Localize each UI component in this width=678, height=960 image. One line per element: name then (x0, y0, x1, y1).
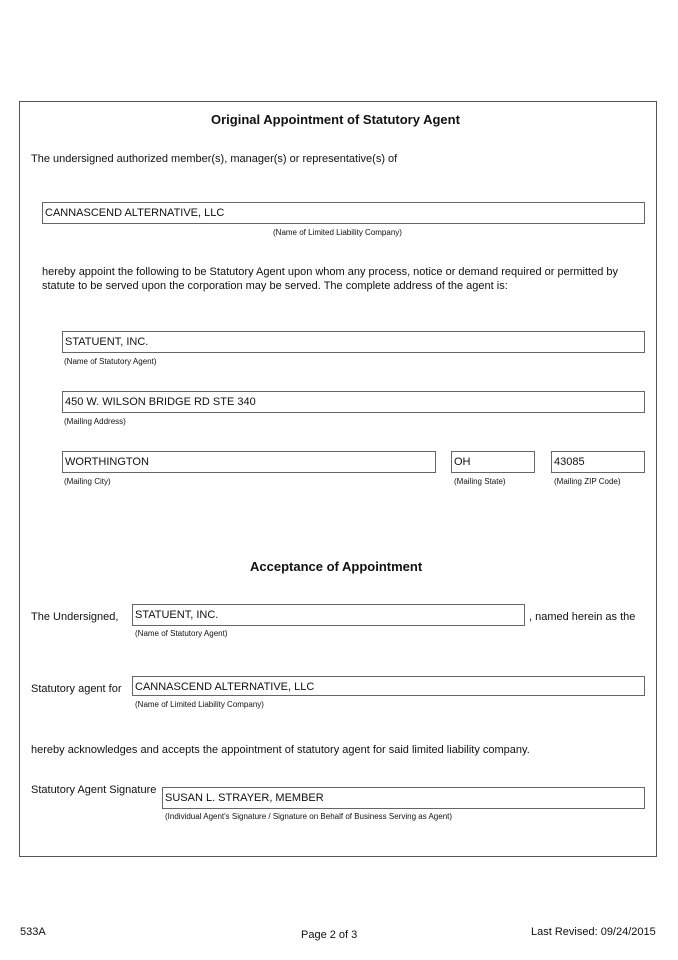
llc-name-field[interactable]: CANNASCEND ALTERNATIVE, LLC (42, 202, 645, 224)
acceptance-title: Acceptance of Appointment (250, 559, 423, 574)
acceptance-agent-name-caption: (Name of Statutory Agent) (135, 629, 228, 638)
acceptance-llc-name-field[interactable]: CANNASCEND ALTERNATIVE, LLC (132, 676, 645, 696)
signature-label: Statutory Agent Signature (31, 784, 157, 796)
appointment-intro: The undersigned authorized member(s), manager(s) or representative(s) of (31, 153, 398, 165)
acknowledge-text: hereby acknowledges and accepts the appointment of statutory agent for said limited liability company. (31, 744, 530, 756)
appoint-text-line2: statute to be served upon the corporation may be served. The complete address of the agent is: (42, 280, 508, 292)
mailing-zip-caption: (Mailing ZIP Code) (554, 477, 621, 486)
llc-name-caption: (Name of Limited Liability Company) (273, 228, 402, 237)
mailing-zip-field[interactable]: 43085 (551, 451, 645, 473)
agent-name-field[interactable]: STATUENT, INC. (62, 331, 645, 353)
mailing-state-field[interactable]: OH (451, 451, 535, 473)
appoint-text-line1: hereby appoint the following to be Statutory Agent upon whom any process, notice or demand required or permitted by (42, 266, 619, 278)
mailing-address-field[interactable]: 450 W. WILSON BRIDGE RD STE 340 (62, 391, 645, 413)
appointment-title: Original Appointment of Statutory Agent (211, 112, 460, 127)
acceptance-llc-name-caption: (Name of Limited Liability Company) (135, 700, 264, 709)
agent-for-label: Statutory agent for (31, 683, 122, 695)
mailing-address-caption: (Mailing Address) (64, 417, 126, 426)
agent-name-caption: (Name of Statutory Agent) (64, 357, 157, 366)
page-number: Page 2 of 3 (301, 929, 358, 941)
signature-field[interactable]: SUSAN L. STRAYER, MEMBER (162, 787, 645, 809)
mailing-state-caption: (Mailing State) (454, 477, 506, 486)
acceptance-agent-name-field[interactable]: STATUENT, INC. (132, 604, 525, 626)
last-revised: Last Revised: 09/24/2015 (531, 926, 656, 938)
form-number: 533A (20, 926, 46, 938)
mailing-city-caption: (Mailing City) (64, 477, 111, 486)
undersigned-label: The Undersigned, (31, 611, 119, 623)
signature-caption: (Individual Agent's Signature / Signature on Behalf of Business Serving as Agent) (165, 812, 453, 821)
named-herein-text: , named herein as the (529, 611, 636, 623)
mailing-city-field[interactable]: WORTHINGTON (62, 451, 436, 473)
